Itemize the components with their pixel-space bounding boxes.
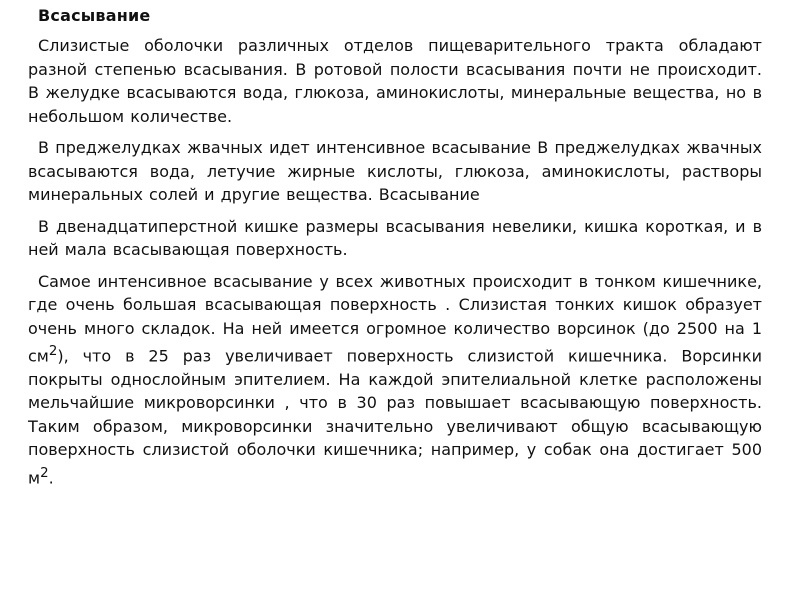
paragraph-absorption-overview: Слизистые оболочки различных отделов пищеварительного тракта обладают разной степенью всасывания. В ротовой полости всасывания почти не происходит. В желудке всасываются вода, глюкоза, аминокислоты, минеральные вещества, но в небольшом количестве. [28, 36, 762, 126]
paragraph-small-intestine [28, 270, 762, 490]
paragraph-duodenum: В двенадцатиперстной кишке размеры всасывания невелики, кишка короткая, и в ней мала всасывающая поверхность. [28, 216, 762, 259]
paragraph-text-end: . [48, 468, 54, 488]
superscript-exponent: 2 [40, 465, 49, 481]
superscript-exponent: 2 [48, 344, 58, 359]
paragraph-text-part: Самое интенсивное всасывание у всех животных происходит в тонком кишечнике, где очень большая всасывающая поверхность . Слизистая тонких кишок образует очень много складок. На ней имеется огромное количество ворсинок (до 2500 на 1 см [28, 271, 762, 366]
paragraph-text-part: ), что в 25 раз увеличивает поверхность слизистой кишечника. Ворсинки покрыты однослойным эпителием. На каждой эпителиальной клетке расположены мельчайшие микроворсинки , что в 30 раз повышает всасывающую поверхность. Таким образом, микроворсинки значительно увеличивают общую всасывающую поверхность слизистой оболочки кишечника; например, у собак она достигает 500 м [28, 346, 762, 488]
slide-heading: Всасывание [38, 6, 151, 25]
slide-content [28, 4, 762, 498]
paragraph-ruminant-forestomach: В преджелудках жвачных идет интенсивное всасывание В преджелудках жвачных всасываются вода, летучие жирные кислоты, глюкоза, аминокислоты, растворы минеральных солей и другие вещества. Всасывание [28, 138, 762, 204]
